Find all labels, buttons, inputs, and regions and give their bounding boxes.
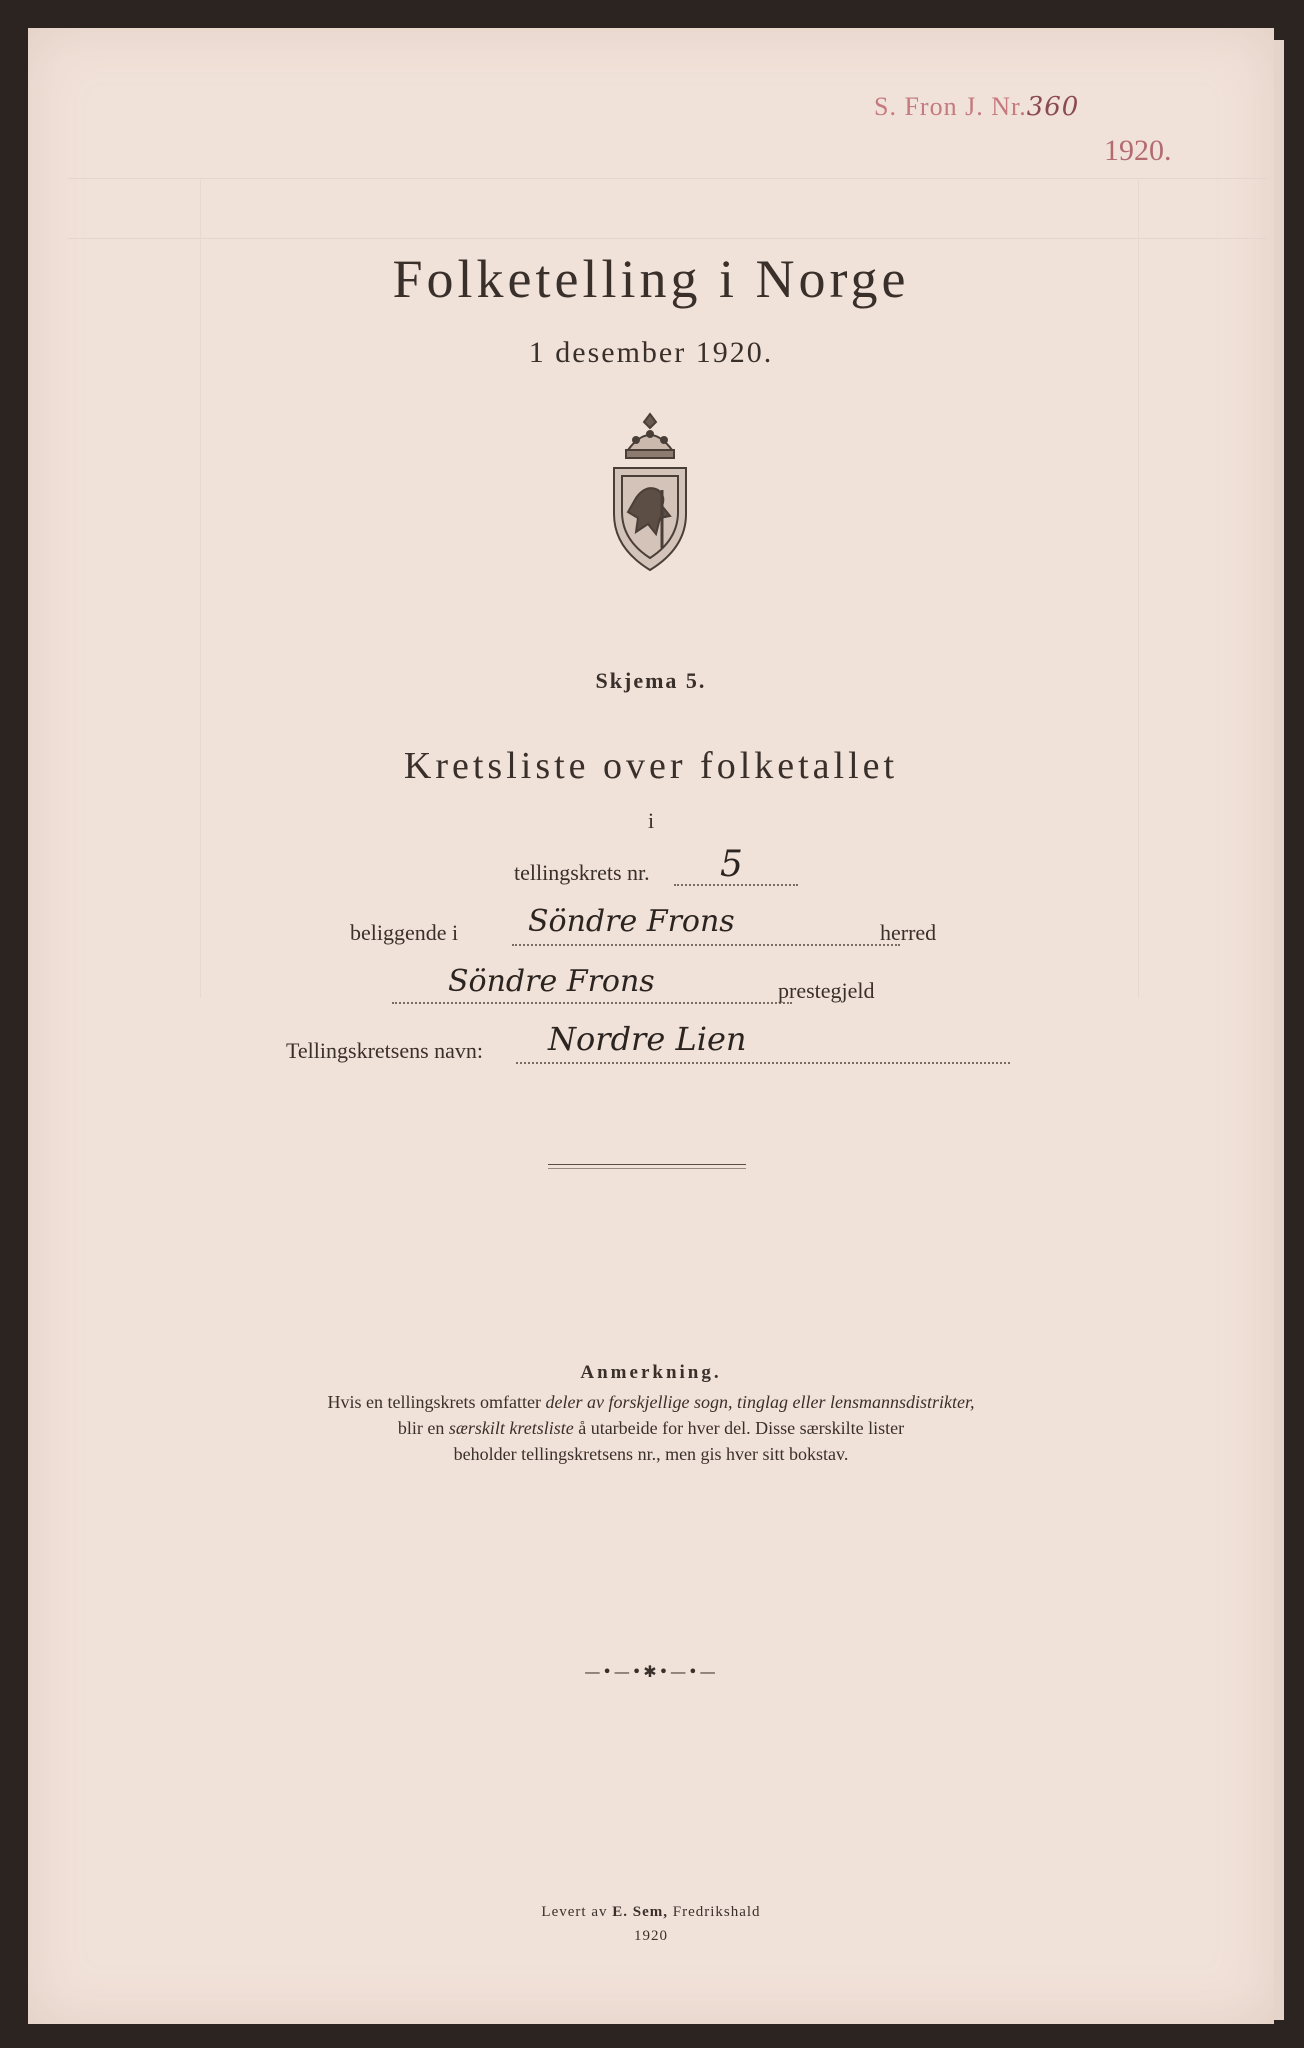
archive-stamp (874, 92, 1214, 172)
note-text: å utarbeide for hver del. Disse særskilte lister (573, 1418, 905, 1438)
printer-name: E. Sem, (612, 1904, 668, 1920)
herred-line (512, 944, 900, 946)
printer-text: Levert av (541, 1904, 613, 1920)
separator-rule (548, 1168, 746, 1169)
printer-place: Fredrikshald (667, 1904, 761, 1920)
note-heading: Anmerkning. (580, 1362, 722, 1383)
ornament-divider: —•—•✱•—•— (584, 1662, 718, 1681)
note-line-2 (28, 1418, 1274, 1439)
note-italic: deler av forskjellige sogn, tinglag eller lensmannsdistrikter, (545, 1392, 975, 1412)
beliggende-label: beliggende i (350, 920, 459, 945)
printer-year: 1920 (634, 1928, 668, 1944)
printer-credit (28, 1904, 1274, 1921)
schema-label: Skjema 5. (595, 668, 707, 693)
navn-label: Tellingskretsens navn: (286, 1038, 484, 1063)
herred-label: herred (880, 920, 937, 945)
note-italic: særskilt kretsliste (448, 1418, 574, 1438)
document-date: 1 desember 1920. (528, 336, 774, 369)
krets-value: 5 (720, 844, 743, 885)
document-subtitle: Kretsliste over folketallet (403, 745, 899, 787)
prestegjeld-label: prestegjeld (778, 978, 875, 1003)
separator-rule (548, 1164, 746, 1165)
page-edge (1274, 40, 1284, 2020)
note-line-3: beholder tellingskretsens nr., men gis hver sitt bokstav. (453, 1444, 849, 1464)
norwegian-coat-of-arms-icon (600, 406, 700, 576)
herred-value: Söndre Frons (528, 904, 735, 939)
prestegjeld-value: Söndre Frons (448, 964, 655, 999)
navn-value: Nordre Lien (548, 1020, 747, 1058)
stamp-number: 360 (1026, 92, 1080, 122)
stamp-text: S. Fron J. Nr. (874, 92, 1027, 121)
document-page (28, 28, 1274, 2024)
preposition-i: i (647, 808, 655, 833)
document-title: Folketelling i Norge (392, 249, 910, 309)
prestegjeld-line (392, 1002, 792, 1004)
note-text: Hvis en tellingskrets omfatter (327, 1392, 546, 1412)
show-through-line (68, 178, 1268, 179)
krets-label: tellingskrets nr. (514, 860, 650, 885)
show-through-line (68, 238, 1268, 239)
note-line-1 (28, 1392, 1274, 1413)
note-text: blir en (397, 1418, 449, 1438)
stamp-year: 1920. (1104, 134, 1172, 167)
navn-line (516, 1062, 1010, 1064)
